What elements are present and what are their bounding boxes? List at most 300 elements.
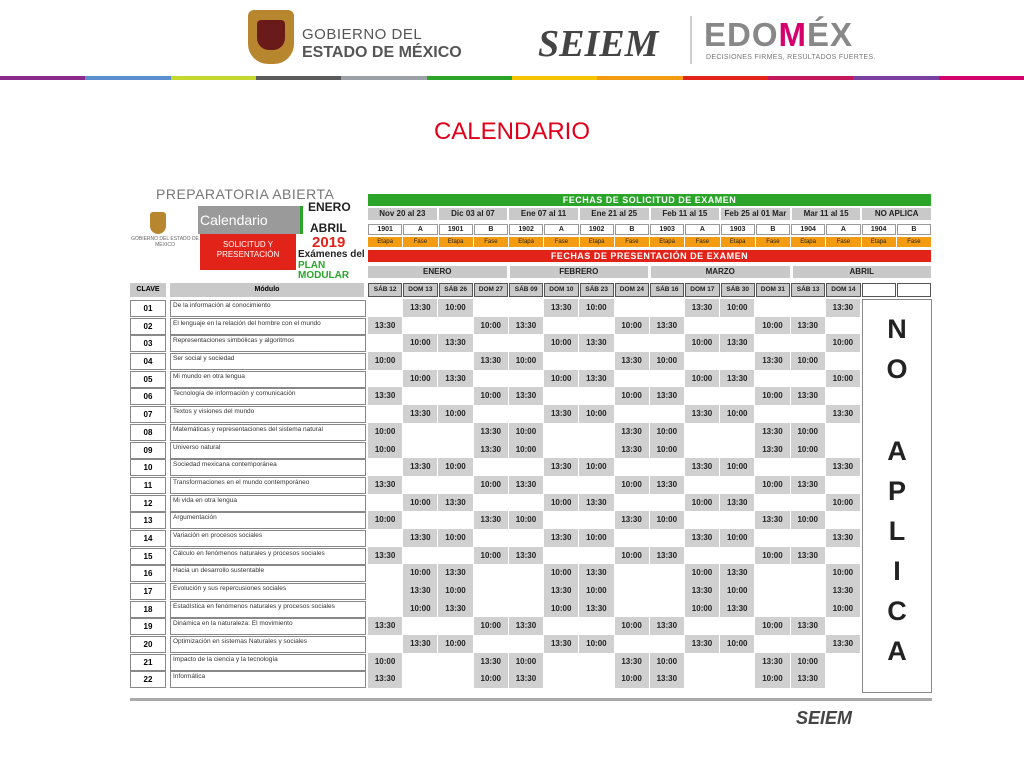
solicitud-period: Dic 03 al 07 [439, 208, 508, 220]
schedule-cell: 10:00 [438, 635, 472, 653]
modulo-cell: Representaciones simbólicas y algoritmos [170, 335, 366, 352]
schedule-cell: 13:30 [474, 653, 508, 671]
schedule-cell [720, 547, 754, 565]
prep-abierta-title: PREPARATORIA ABIERTA [156, 186, 335, 202]
schedule-cell: 10:00 [579, 635, 613, 653]
edomex-part-c: ÉX [807, 16, 854, 53]
exam-code: B [756, 224, 790, 235]
schedule-cell: 10:00 [685, 370, 719, 388]
schedule-cell: 10:00 [474, 670, 508, 688]
schedule-cell [403, 317, 437, 335]
schedule-cell: 13:30 [579, 334, 613, 352]
modulo-cell: Mi vida en otra lengua [170, 495, 366, 512]
schedule-cell: 10:00 [509, 511, 543, 529]
table-row [130, 670, 932, 688]
etapa-fase-cell: Etapa [862, 237, 896, 247]
schedule-cell [509, 458, 543, 476]
schedule-cell [368, 458, 402, 476]
schedule-cell [474, 458, 508, 476]
schedule-cell [474, 600, 508, 618]
schedule-cell [755, 582, 789, 600]
schedule-cell: 13:30 [403, 299, 437, 317]
exam-date: SÁB 12 [368, 283, 402, 297]
schedule-cell: 13:30 [720, 600, 754, 618]
schedule-cell [368, 582, 402, 600]
small-logo-text: GOBIERNO DEL ESTADO DE MÉXICO [131, 236, 199, 248]
schedule-cell [826, 441, 860, 459]
schedule-cell [509, 494, 543, 512]
schedule-cell: 13:30 [755, 352, 789, 370]
schedule-cell: 10:00 [509, 423, 543, 441]
schedule-cell [579, 511, 613, 529]
schedule-cell [650, 600, 684, 618]
schedule-cell: 13:30 [368, 670, 402, 688]
etapa-fase-cell: Fase [544, 237, 578, 247]
schedule-cell: 10:00 [650, 423, 684, 441]
exam-code: B [474, 224, 508, 235]
schedule-cell: 10:00 [685, 334, 719, 352]
schedule-cell: 13:30 [544, 299, 578, 317]
schedule-cell [438, 617, 472, 635]
schedule-cell: 13:30 [791, 617, 825, 635]
exam-code: 1902 [580, 224, 614, 235]
examenes-label: Exámenes del [298, 249, 365, 260]
exam-code: A [403, 224, 437, 235]
schedule-cell [438, 511, 472, 529]
schedule-cell [474, 370, 508, 388]
schedule-cell [615, 334, 649, 352]
schedule-cell [755, 334, 789, 352]
schedule-cell [650, 494, 684, 512]
no-aplica-letter: N [887, 314, 907, 344]
schedule-cell: 10:00 [474, 547, 508, 565]
schedule-cell: 13:30 [791, 387, 825, 405]
schedule-cell: 13:30 [826, 299, 860, 317]
etapa-fase-cell: Fase [615, 237, 649, 247]
schedule-cell: 10:00 [720, 529, 754, 547]
no-aplica-letter: L [888, 516, 906, 546]
table-row [130, 458, 932, 476]
schedule-cell [579, 476, 613, 494]
schedule-cell [755, 405, 789, 423]
exam-code: 1904 [791, 224, 825, 235]
exam-date [862, 283, 896, 297]
clave-cell: 04 [130, 353, 166, 370]
schedule-cell: 13:30 [615, 352, 649, 370]
schedule-cell [438, 317, 472, 335]
schedule-cell [685, 423, 719, 441]
schedule-cell [544, 653, 578, 671]
no-aplica-letter: P [887, 476, 906, 506]
schedule-cell: 10:00 [791, 511, 825, 529]
schedule-cell: 10:00 [579, 458, 613, 476]
schedule-cell: 13:30 [544, 635, 578, 653]
schedule-cell [403, 617, 437, 635]
solicitud-title: FECHAS DE SOLICITUD DE EXAMEN [368, 194, 931, 206]
schedule-cell [615, 370, 649, 388]
gob-line2: ESTADO DE MÉXICO [302, 44, 462, 61]
exam-date: SÁB 30 [721, 283, 755, 297]
schedule-cell: 13:30 [685, 529, 719, 547]
schedule-cell: 13:30 [509, 387, 543, 405]
etapa-fase-row [368, 237, 931, 247]
exam-date: DOM 10 [544, 283, 578, 297]
coat-of-arms-icon [248, 10, 294, 64]
schedule-cell [615, 529, 649, 547]
schedule-cell: 13:30 [615, 511, 649, 529]
exam-code: B [897, 224, 931, 235]
schedule-cell: 13:30 [685, 635, 719, 653]
logo-divider [690, 16, 692, 64]
color-segment [341, 76, 426, 80]
schedule-cell [826, 617, 860, 635]
schedule-cell: 13:30 [791, 547, 825, 565]
schedule-cell [403, 670, 437, 688]
schedule-cell: 10:00 [403, 564, 437, 582]
schedule-cell: 13:30 [826, 529, 860, 547]
modulo-cell: Dinámica en la naturaleza: El movimiento [170, 618, 366, 635]
schedule-cell [615, 564, 649, 582]
schedule-cell [438, 653, 472, 671]
schedule-cell [685, 441, 719, 459]
schedule-cell: 10:00 [403, 494, 437, 512]
schedule-cells [368, 317, 860, 335]
gob-line1: GOBIERNO DEL [302, 26, 423, 43]
no-aplica-letter: A [887, 436, 907, 466]
clave-cell: 12 [130, 495, 166, 512]
schedule-cells [368, 458, 860, 476]
schedule-cell [438, 476, 472, 494]
schedule-cell [650, 405, 684, 423]
schedule-cells [368, 529, 860, 547]
schedule-cell [791, 529, 825, 547]
schedule-cells [368, 600, 860, 618]
table-row [130, 582, 932, 600]
schedule-cell: 13:30 [579, 494, 613, 512]
schedule-cell: 13:30 [615, 653, 649, 671]
exam-date: SÁB 13 [791, 283, 825, 297]
schedule-cell [544, 423, 578, 441]
etapa-fase-cell: Etapa [721, 237, 755, 247]
exam-date: DOM 31 [756, 283, 790, 297]
modulo-cell: Informática [170, 671, 366, 688]
schedule-cell [509, 370, 543, 388]
modulo-cell: Hacia un desarrollo sustentable [170, 565, 366, 582]
schedule-cell: 13:30 [368, 547, 402, 565]
schedule-cell [826, 511, 860, 529]
modulo-cell: Impacto de la ciencia y la tecnología [170, 654, 366, 671]
schedule-cell [368, 564, 402, 582]
color-segment [683, 76, 768, 80]
schedule-cell: 10:00 [474, 476, 508, 494]
schedule-cell [544, 511, 578, 529]
schedule-cell: 10:00 [826, 600, 860, 618]
schedule-cell: 13:30 [403, 529, 437, 547]
schedule-cells [368, 547, 860, 565]
schedule-cell [720, 511, 754, 529]
modulo-header: Módulo [170, 283, 364, 297]
schedule-cell: 13:30 [720, 564, 754, 582]
solicitud-period: NO APLICA [862, 208, 931, 220]
color-segment [427, 76, 512, 80]
schedule-cell: 10:00 [720, 405, 754, 423]
schedule-cell [509, 334, 543, 352]
module-rows [130, 299, 932, 688]
schedule-cell [720, 670, 754, 688]
page-header [0, 0, 1024, 80]
clave-cell: 02 [130, 318, 166, 335]
schedule-cell [474, 299, 508, 317]
schedule-cell [544, 387, 578, 405]
etapa-fase-cell: Etapa [791, 237, 825, 247]
schedule-cell [579, 387, 613, 405]
schedule-cell: 13:30 [403, 635, 437, 653]
schedule-cell [544, 617, 578, 635]
schedule-cell: 13:30 [791, 476, 825, 494]
schedule-cell: 13:30 [474, 511, 508, 529]
schedule-cell: 10:00 [544, 564, 578, 582]
schedule-cell: 10:00 [720, 635, 754, 653]
schedule-cell [685, 653, 719, 671]
schedule-cell: 10:00 [755, 476, 789, 494]
schedule-cell: 13:30 [403, 405, 437, 423]
schedule-cell: 13:30 [474, 352, 508, 370]
schedule-cell: 13:30 [579, 564, 613, 582]
schedule-cell: 13:30 [826, 458, 860, 476]
clave-cell: 05 [130, 371, 166, 388]
schedule-cell [720, 387, 754, 405]
edomex-logo [704, 16, 853, 54]
etapa-fase-cell: Fase [826, 237, 860, 247]
schedule-cell: 10:00 [438, 529, 472, 547]
table-row [130, 564, 932, 582]
schedule-cell [791, 582, 825, 600]
schedule-cell [544, 670, 578, 688]
modulo-cell: Textos y visiones del mundo [170, 406, 366, 423]
month-header: MARZO [651, 266, 790, 278]
schedule-cells [368, 582, 860, 600]
schedule-cell [438, 352, 472, 370]
schedule-cell [368, 405, 402, 423]
solicitud-period: Ene 07 al 11 [509, 208, 578, 220]
modulo-cell: El lenguaje en la relación del hombre con el mundo [170, 318, 366, 335]
schedule-cell: 13:30 [720, 334, 754, 352]
clave-cell: 20 [130, 636, 166, 653]
schedule-cell [368, 334, 402, 352]
schedule-cell: 10:00 [755, 547, 789, 565]
schedule-cell: 10:00 [791, 352, 825, 370]
small-coat-of-arms-icon [150, 212, 166, 234]
schedule-cell: 10:00 [509, 653, 543, 671]
schedule-cell [755, 458, 789, 476]
schedule-cell: 10:00 [826, 370, 860, 388]
schedule-cell [685, 387, 719, 405]
table-row [130, 600, 932, 618]
schedule-cell: 10:00 [474, 317, 508, 335]
modulo-cell: Tecnología de información y comunicación [170, 388, 366, 405]
schedule-cell [509, 529, 543, 547]
schedule-cell [509, 405, 543, 423]
etapa-fase-cell: Etapa [368, 237, 402, 247]
exam-code: B [615, 224, 649, 235]
schedule-cell [755, 564, 789, 582]
schedule-cell: 10:00 [368, 441, 402, 459]
schedule-cell: 10:00 [720, 458, 754, 476]
etapa-fase-cell: Fase [897, 237, 931, 247]
modulo-cell: Ser social y sociedad [170, 353, 366, 370]
schedule-cell: 13:30 [826, 635, 860, 653]
schedule-cells [368, 564, 860, 582]
clave-cell: 18 [130, 601, 166, 618]
schedule-cell: 13:30 [368, 317, 402, 335]
table-row [130, 494, 932, 512]
exam-date: DOM 13 [403, 283, 437, 297]
schedule-cell: 10:00 [544, 370, 578, 388]
schedule-cell [544, 441, 578, 459]
schedule-cells [368, 494, 860, 512]
footer-line [130, 698, 932, 701]
exam-date: DOM 14 [826, 283, 860, 297]
schedule-cell: 13:30 [720, 494, 754, 512]
schedule-cell [791, 370, 825, 388]
schedule-cell: 13:30 [474, 441, 508, 459]
schedule-cell [685, 670, 719, 688]
schedule-cell [791, 564, 825, 582]
presentacion-title: FECHAS DE PRESENTACIÓN DE EXAMEN [368, 250, 931, 262]
clave-cell: 17 [130, 583, 166, 600]
clave-cell: 03 [130, 335, 166, 352]
schedule-cell: 13:30 [509, 547, 543, 565]
schedule-cell: 13:30 [650, 387, 684, 405]
no-aplica-letter: I [893, 556, 901, 586]
schedule-cell [826, 653, 860, 671]
exam-date: SÁB 09 [509, 283, 543, 297]
schedule-cell [544, 317, 578, 335]
schedule-cell: 13:30 [685, 405, 719, 423]
schedule-cell [368, 494, 402, 512]
schedule-cell: 10:00 [368, 653, 402, 671]
schedule-cell: 13:30 [615, 441, 649, 459]
color-segment [171, 76, 256, 80]
schedule-cell: 13:30 [650, 317, 684, 335]
schedule-cell [791, 600, 825, 618]
schedule-cell [368, 635, 402, 653]
schedule-cell [685, 547, 719, 565]
color-segment [256, 76, 341, 80]
schedule-cell [579, 617, 613, 635]
schedule-cell [579, 317, 613, 335]
schedule-cell [615, 494, 649, 512]
schedule-cell: 10:00 [650, 352, 684, 370]
table-row [130, 653, 932, 671]
schedule-cell [544, 476, 578, 494]
schedule-cell [579, 441, 613, 459]
solicitud-period: Feb 11 al 15 [651, 208, 720, 220]
etapa-fase-cell: Fase [756, 237, 790, 247]
schedule-cell: 13:30 [650, 547, 684, 565]
schedule-cell: 10:00 [579, 405, 613, 423]
schedule-cell [650, 458, 684, 476]
schedule-cell [650, 582, 684, 600]
schedule-cell [615, 299, 649, 317]
clave-cell: 22 [130, 671, 166, 688]
table-row [130, 617, 932, 635]
schedule-cell: 10:00 [615, 617, 649, 635]
clave-cell: 06 [130, 388, 166, 405]
schedule-cell [438, 670, 472, 688]
range-start: ENERO [308, 200, 351, 214]
schedule-cell [650, 370, 684, 388]
table-row [130, 441, 932, 459]
schedule-cell: 13:30 [755, 423, 789, 441]
table-header [130, 283, 932, 297]
schedule-cell [615, 405, 649, 423]
schedule-cell [509, 582, 543, 600]
schedule-cell: 13:30 [826, 405, 860, 423]
schedule-cell [755, 635, 789, 653]
schedule-cell [544, 547, 578, 565]
exam-code: 1903 [721, 224, 755, 235]
no-aplica-letter: O [886, 354, 908, 384]
schedule-cell: 13:30 [650, 617, 684, 635]
schedule-cell: 10:00 [720, 299, 754, 317]
exam-dates [368, 283, 931, 297]
color-segment [85, 76, 170, 80]
schedule-cell [791, 405, 825, 423]
schedule-cell: 10:00 [826, 494, 860, 512]
schedule-cell [403, 423, 437, 441]
schedule-cell [826, 352, 860, 370]
schedule-cell [403, 511, 437, 529]
schedule-cell: 10:00 [509, 352, 543, 370]
clave-header: CLAVE [130, 283, 166, 297]
schedule-cell: 10:00 [579, 529, 613, 547]
plan-modular-label: PLAN MODULAR [298, 260, 350, 281]
schedule-cell: 10:00 [368, 423, 402, 441]
schedule-cell: 10:00 [615, 670, 649, 688]
schedule-cell: 13:30 [650, 476, 684, 494]
schedule-cell: 10:00 [403, 600, 437, 618]
color-segment [0, 76, 85, 80]
schedule-cell [791, 458, 825, 476]
schedule-cells [368, 405, 860, 423]
schedule-cell: 10:00 [544, 600, 578, 618]
schedule-cell [720, 476, 754, 494]
schedule-cell: 13:30 [368, 617, 402, 635]
schedule-cell: 10:00 [791, 653, 825, 671]
schedule-cell: 13:30 [368, 387, 402, 405]
modulo-cell: Optimización en sistemas Naturales y sociales [170, 636, 366, 653]
schedule-cell: 13:30 [509, 317, 543, 335]
schedule-cell: 13:30 [615, 423, 649, 441]
schedule-cell: 13:30 [544, 582, 578, 600]
clave-cell: 13 [130, 512, 166, 529]
schedule-cell [615, 600, 649, 618]
etapa-fase-cell: Etapa [650, 237, 684, 247]
clave-cell: 07 [130, 406, 166, 423]
schedule-cell: 10:00 [826, 564, 860, 582]
schedule-cell [791, 334, 825, 352]
schedule-cell: 10:00 [615, 317, 649, 335]
schedule-cell: 13:30 [474, 423, 508, 441]
schedule-cell [544, 352, 578, 370]
schedule-cell [509, 600, 543, 618]
schedule-cell: 10:00 [403, 370, 437, 388]
clave-cell: 09 [130, 442, 166, 459]
schedule-cells [368, 511, 860, 529]
schedule-cell: 13:30 [544, 458, 578, 476]
schedule-cell: 10:00 [650, 653, 684, 671]
